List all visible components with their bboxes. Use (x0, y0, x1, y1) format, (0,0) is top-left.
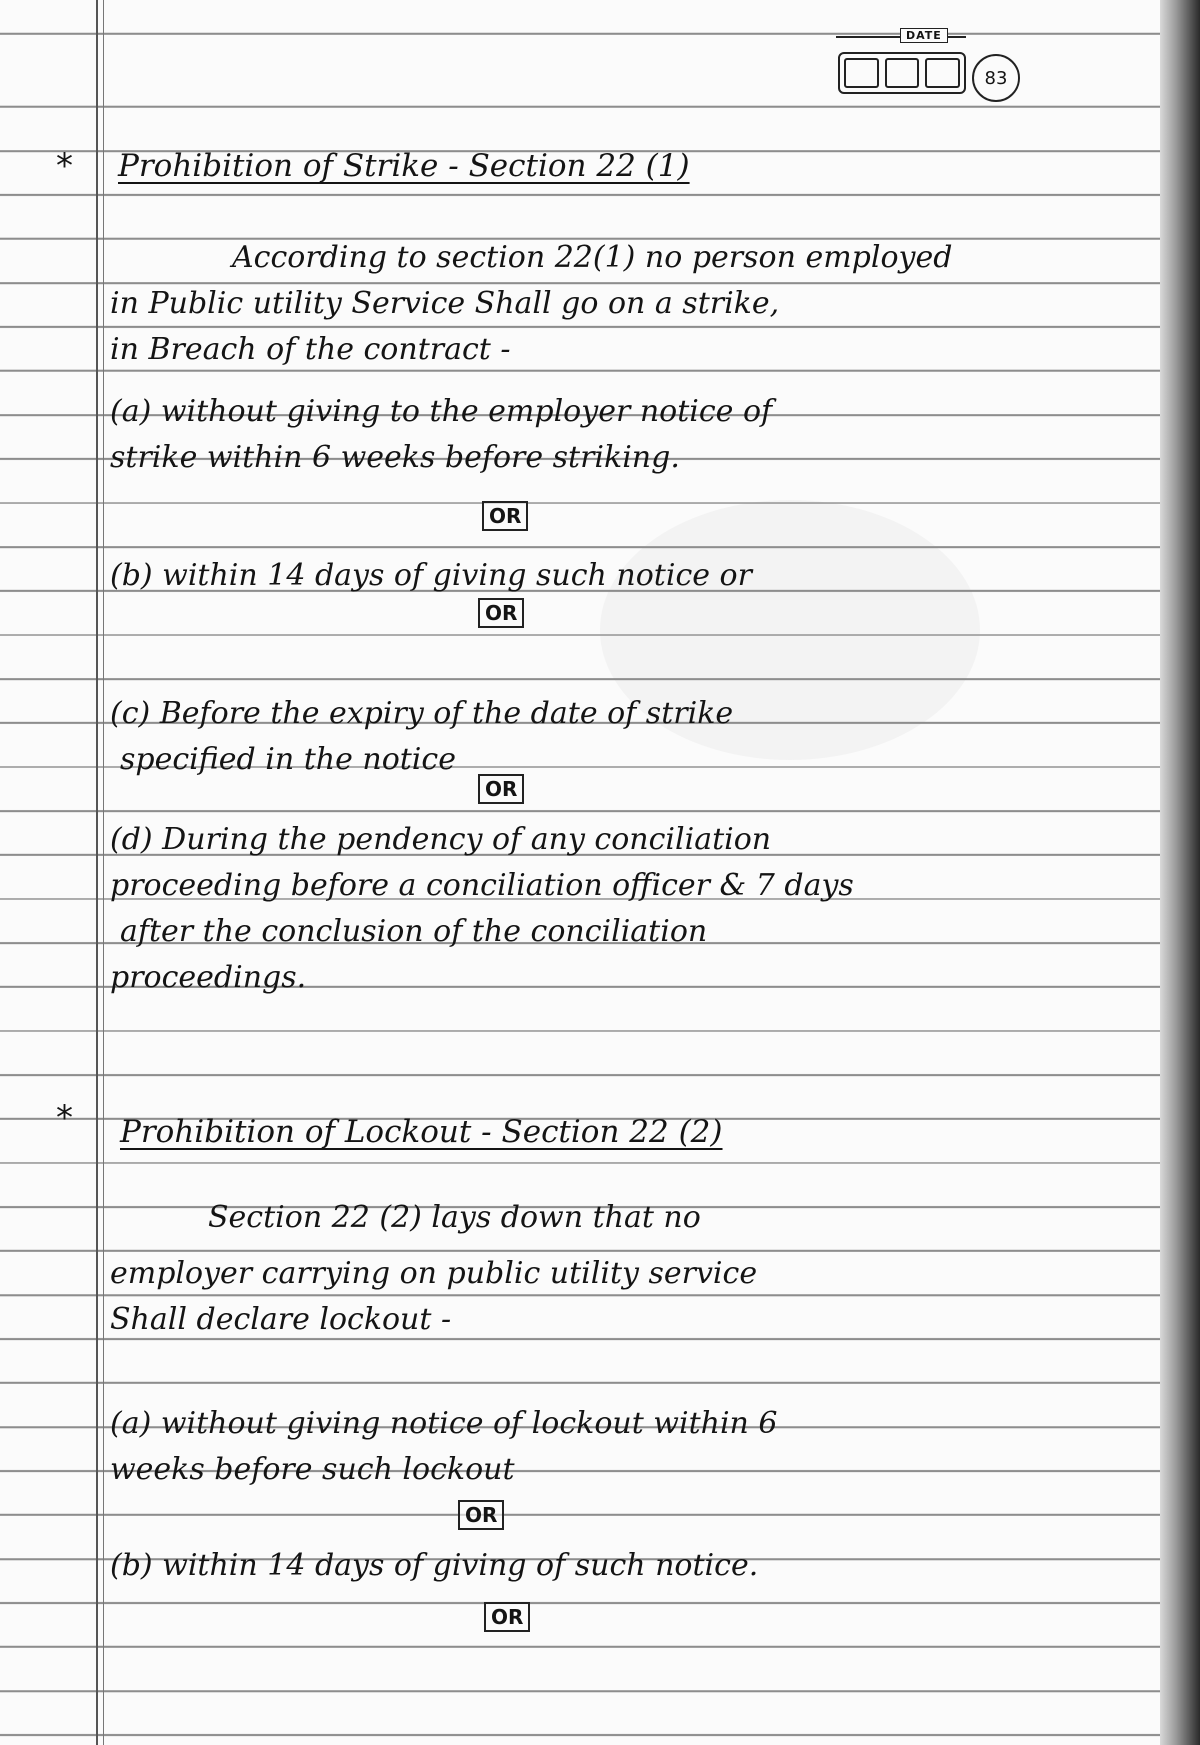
or-label: OR (482, 501, 528, 531)
page-number: 83 (972, 54, 1020, 102)
section1-line: after the conclusion of the conciliation (120, 914, 708, 949)
section1-line: According to section 22(1) no person employed (232, 240, 953, 275)
section1-line: strike within 6 weeks before striking. (110, 440, 680, 475)
or-label: OR (478, 598, 524, 628)
section1-line: in Breach of the contract - (110, 332, 511, 367)
section1-marker: * (56, 146, 73, 186)
date-cells (838, 52, 966, 94)
date-label: DATE (900, 28, 948, 43)
page-edge-shadow (1160, 0, 1200, 1745)
or-label: OR (484, 1602, 530, 1632)
margin-line (96, 0, 98, 1745)
section1-line: (d) During the pendency of any conciliation (110, 822, 772, 857)
section2-marker: * (56, 1098, 73, 1138)
section2-line: weeks before such lockout (110, 1452, 515, 1487)
or-label: OR (478, 774, 524, 804)
section1-line: (c) Before the expiry of the date of strike (110, 696, 734, 731)
section1-line: (b) within 14 days of giving such notice or (110, 558, 752, 593)
section1-line: in Public utility Service Shall go on a strike, (110, 286, 780, 321)
or-label: OR (458, 1500, 504, 1530)
section1-line: proceedings. (110, 960, 307, 995)
section2-line: employer carrying on public utility service (110, 1256, 758, 1291)
section2-title: Prohibition of Lockout - Section 22 (2) (120, 1114, 723, 1150)
section2-line: Section 22 (2) lays down that no (208, 1200, 701, 1235)
section1-title: Prohibition of Strike - Section 22 (1) (118, 148, 690, 184)
section1-line: (a) without giving to the employer notice of (110, 394, 773, 429)
section1-line: proceeding before a conciliation officer & 7 days (110, 868, 854, 903)
section2-line: Shall declare lockout - (110, 1302, 452, 1337)
section2-line: (b) within 14 days of giving of such notice. (110, 1548, 759, 1583)
section1-line: specified in the notice (120, 742, 456, 777)
section2-line: (a) without giving notice of lockout within 6 (110, 1406, 778, 1441)
date-header (828, 22, 1024, 92)
margin-line-inner (103, 0, 104, 1745)
